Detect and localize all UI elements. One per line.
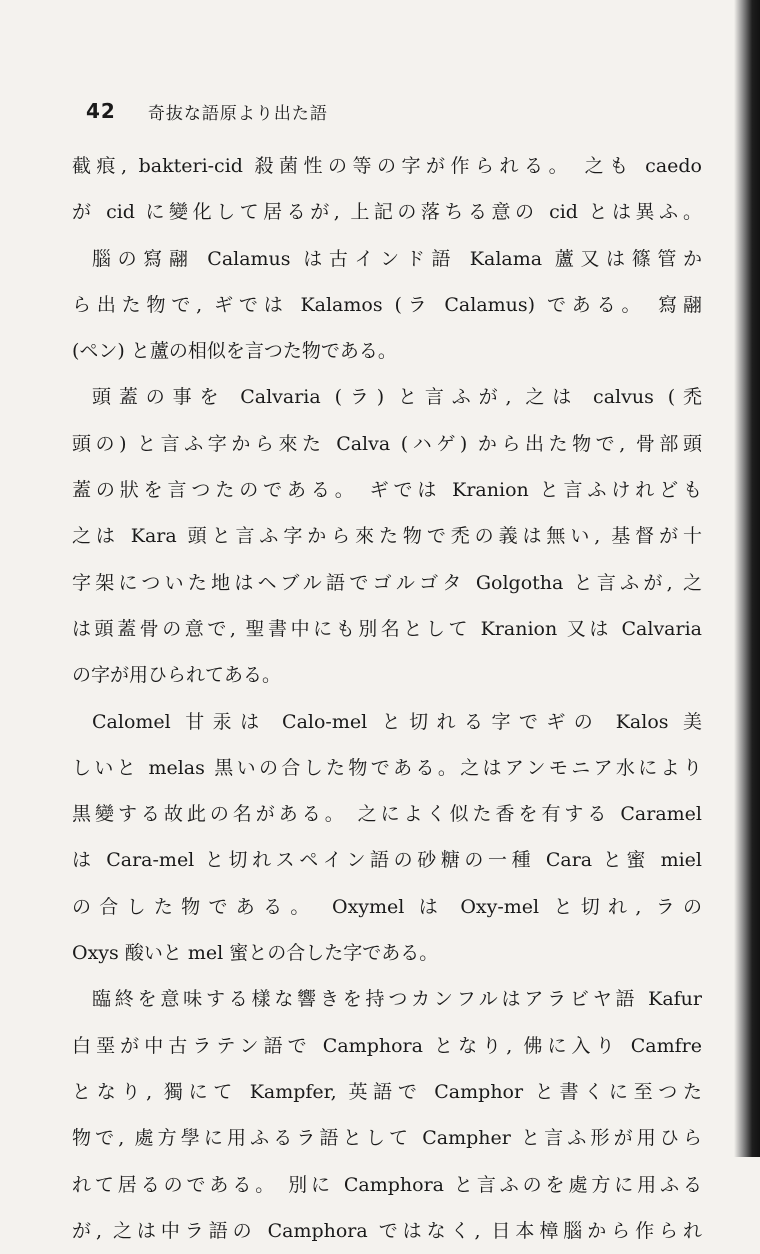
text-line: 截痕, bakteri-cid 殺菌性の等の字が作られる。 之も caedo xyxy=(72,155,702,177)
text-line: が cid に變化して居るが, 上記の落ちる意の cid とは異ふ。 xyxy=(72,201,702,224)
text-line: 腦の寫翮 Calamus は古インド語 Kalama 蘆又は篠管か xyxy=(92,247,702,270)
text-line: しいと melas 黒いの合した物である。之はアンモニア水により xyxy=(72,756,702,779)
paragraph-camphor xyxy=(72,976,702,1254)
page-binding-edge xyxy=(734,0,760,1157)
text-line: 物で, 處方學に用ふるラ語として Campher と言ふ形が用ひら xyxy=(72,1127,702,1150)
text-line: 頭の) と言ふ字から來た Calva (ハゲ) から出た物で, 骨部頭 xyxy=(72,432,702,455)
text-line: の字が用ひられてある。 xyxy=(72,664,282,687)
text-line: れて居るのである。 別に Camphora と言ふのを處方に用ふる xyxy=(72,1173,702,1196)
text-line: Oxys 酸いと mel 蜜との合した字である。 xyxy=(72,942,439,965)
text-line: (ペン) と蘆の相似を言つた物である。 xyxy=(72,340,397,363)
text-line: 臨終を意味する樣な響きを持つカンフルはアラビヤ語 Kafur xyxy=(92,988,702,1011)
text-line: の合した物である。 Oxymel は Oxy-mel と切れ, ラの xyxy=(72,895,702,918)
text-line: 頭蓋の事を Calvaria (ラ) と言ふが, 之は calvus (禿 xyxy=(92,386,702,409)
paragraph-calvaria xyxy=(72,374,702,698)
text-line: は Cara-mel と切れスペイン語の砂糖の一種 Cara と蜜 miel xyxy=(72,849,702,872)
page-number: 42 xyxy=(86,99,116,123)
text-line: 蓋の狀を言つたのである。 ギでは Kranion と言ふけれども xyxy=(72,479,702,502)
running-title: 奇抜な語原より出た語 xyxy=(147,103,328,124)
text-line: Calomel 甘汞は Calo-mel と切れる字でギの Kalos 美 xyxy=(92,710,702,733)
paragraph-calomel xyxy=(72,699,702,977)
body-text xyxy=(72,143,702,1254)
text-line: 之は Kara 頭と言ふ字から來た物で禿の義は無い, 基督が十 xyxy=(72,525,702,548)
paragraph-bakteri-cid xyxy=(72,143,702,236)
text-line: 字架についた地はヘブル語でゴルゴタ Golgotha と言ふが, 之 xyxy=(72,571,702,594)
text-line: は頭蓋骨の意で, 聖書中にも別名として Kranion 又は Calvaria xyxy=(72,617,702,640)
text-line: 黒變する故此の名がある。 之によく似た香を有する Caramel xyxy=(72,803,702,826)
text-line: 白堊が中古ラテン語で Camphora となり, 佛に入り Camfre xyxy=(72,1034,702,1057)
text-line: が, 之は中ラ語の Camphora ではなく, 日本樟腦から作られ xyxy=(72,1219,702,1242)
text-line: となり, 獨にて Kampfer, 英語で Camphor と書くに至つた xyxy=(72,1080,702,1103)
page-header xyxy=(86,96,328,126)
text-line: ら出た物で, ギでは Kalamos (ラ Calamus) である。 寫翮 xyxy=(72,293,702,316)
paragraph-calamus xyxy=(72,236,702,375)
